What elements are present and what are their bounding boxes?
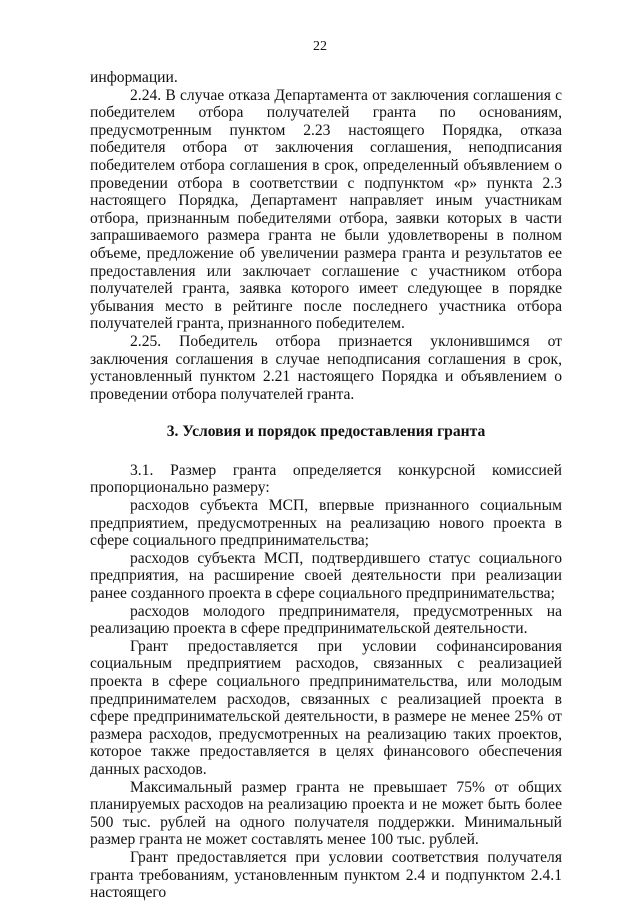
- paragraph-max-grant: Максимальный размер гранта не превышает 75% от общих планируемых расходов на реализацию проекта и не может быть более 500 тыс. рублей на одного получателя поддержки. Минимальный размер гранта не может составлять менее 100 тыс. рублей.: [90, 778, 562, 849]
- list-item-first-time-social-enterprise: расходов субъекта МСП, впервые признанного социальным предприятием, предусмотренных на реализацию нового проекта в сфере социального предпринимательства;: [90, 497, 562, 550]
- paragraph-3-1: 3.1. Размер гранта определяется конкурсной комиссией пропорционально размеру:: [90, 461, 562, 497]
- list-item-young-entrepreneur: расходов молодого предпринимателя, предусмотренных на реализацию проекта в сфере предпринимательской деятельности.: [90, 602, 562, 638]
- paragraph-grant-conditions: Грант предоставляется при условии соответствия получателя гранта требованиям, установленным пунктом 2.4 и подпунктом 2.4.1 настоящего: [90, 848, 562, 902]
- paragraph-continuation: информации.: [90, 69, 178, 86]
- list-item-confirmed-social-enterprise: расходов субъекта МСП, подтвердившего статус социального предприятия, на расширение своей деятельности при реализации ранее созданного проекта в сфере социального предпринимательства;: [90, 549, 562, 603]
- section-heading: 3. Условия и порядок предоставления гранта: [166, 423, 486, 441]
- page-number: 22: [313, 39, 327, 54]
- paragraph-cofinancing: Грант предоставляется при условии софинансирования социальным предприятием расходов, связанных с реализацией проекта в сфере социального предпринимательства, или молодым предпринимателем расходов, связанных с реализацией проекта в сфере предпринимательской деятельности, в размере не менее 25% от размера расходов, предусмотренных на реализацию таких проектов, которое также предоставляется в целях финансового обеспечения данных расходов.: [90, 637, 562, 778]
- paragraph-2-24: 2.24. В случае отказа Департамента от заключения соглашения с победителем отбора получателей гранта по основаниям, предусмотренным пунктом 2.23 настоящего Порядка, отказа победителя отбора от заключения соглашения, неподписания победителем отбора соглашения в срок, определенный объявлением о проведении отбора в соответствии с подпунктом «р» пункта 2.3 настоящего Порядка, Департамент направляет иным участникам отбора, признанным победителями отбора, заявки которых в части запрашиваемого размера гранта не были удовлетворены в полном объеме, предложение об увеличении размера гранта и результатов ее предоставления или заключает соглашение с участником отбора получателей гранта, заявка которого имеет следующее в порядке убывания место в рейтинге после последнего участника отбора получателей гранта, признанного победителем.: [90, 86, 562, 333]
- paragraph-2-25: 2.25. Победитель отбора признается уклонившимся от заключения соглашения в случае неподписания соглашения в срок, установленный пунктом 2.21 настоящего Порядка и объявлением о проведении отбора получателей гранта.: [90, 332, 562, 403]
- document-body: [90, 69, 562, 902]
